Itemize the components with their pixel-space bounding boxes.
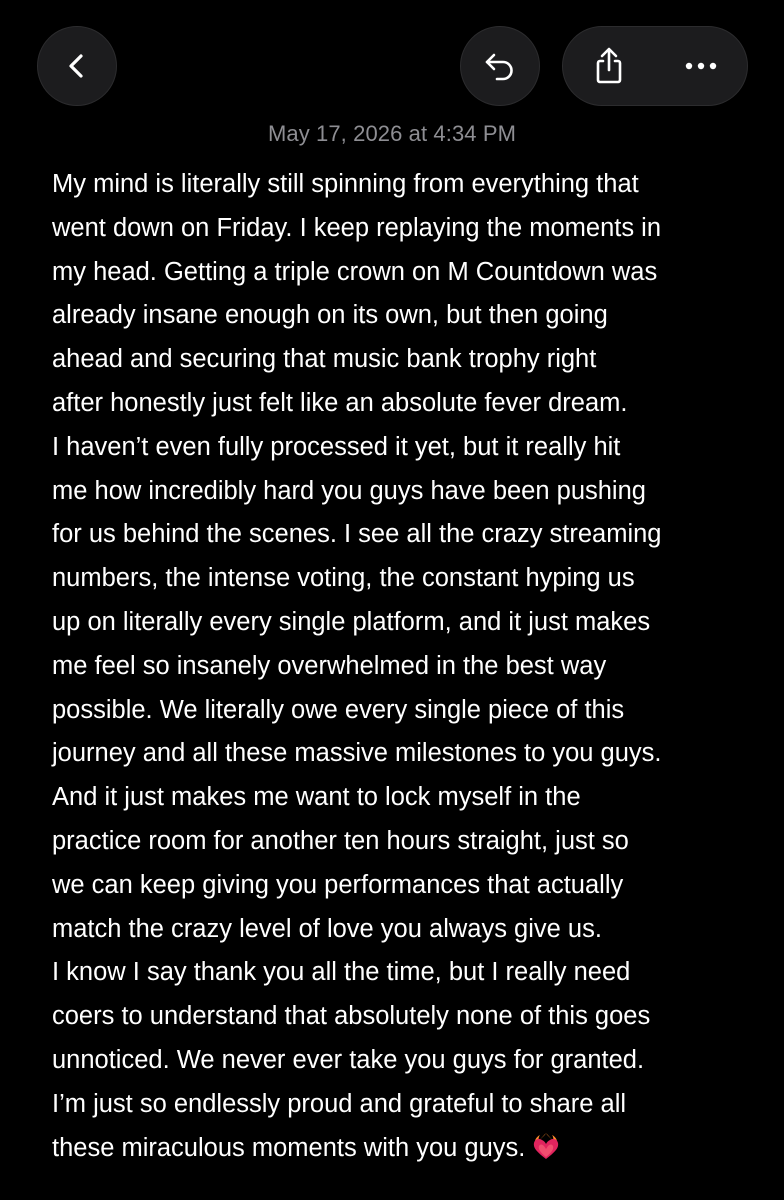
note-line-text: these miraculous moments with you guys. [52, 1133, 526, 1162]
share-icon [591, 46, 627, 86]
note-line: practice room for another ten hours straight, just so [52, 826, 629, 855]
actions-pill [562, 26, 748, 106]
note-line: numbers, the intense voting, the constant hyping us [52, 564, 635, 593]
share-button[interactable] [563, 27, 655, 105]
note-line: we can keep giving you performances that actually [52, 870, 624, 899]
note-line: for us behind the scenes. I see all the crazy streaming [52, 520, 662, 549]
ellipsis-icon [683, 60, 719, 72]
note-line: I’m just so endlessly proud and grateful to share all [52, 1089, 627, 1118]
note-line: me how incredibly hard you guys have been pushing [52, 476, 646, 505]
note-line: And it just makes me want to lock myself in the [52, 783, 581, 812]
note-timestamp: May 17, 2026 at 4:34 PM [267, 121, 517, 146]
note-line: my head. Getting a triple crown on M Countdown was [52, 257, 658, 286]
note-line: coers to understand that absolutely none of this goes [52, 1002, 651, 1031]
back-button[interactable] [37, 26, 117, 106]
undo-button[interactable] [460, 26, 540, 106]
note-line: match the crazy level of love you always give us. [52, 914, 602, 943]
note-line: journey and all these massive milestones to you guys. [52, 739, 662, 768]
note-body[interactable] [52, 163, 742, 1176]
undo-arrow-icon [482, 48, 518, 84]
note-line: went down on Friday. I keep replaying the moments in [52, 213, 662, 242]
note-line: already insane enough on its own, but then going [52, 301, 608, 330]
note-line: me feel so insanely overwhelmed in the best way [52, 651, 607, 680]
note-line: up on literally every single platform, and it just makes [52, 607, 651, 636]
heart-on-fire-icon [531, 1130, 561, 1177]
more-button[interactable] [655, 27, 747, 105]
note-line: I know I say thank you all the time, but I really need [52, 958, 631, 987]
note-line: I haven’t even fully processed it yet, but it really hit [52, 432, 621, 461]
note-line: My mind is literally still spinning from everything that [52, 170, 639, 198]
note-line: possible. We literally owe every single piece of this [52, 695, 625, 724]
top-toolbar [0, 26, 784, 106]
note-line: ahead and securing that music bank trophy right [52, 345, 597, 374]
note-line-last [52, 1127, 742, 1177]
chevron-left-icon [63, 52, 91, 80]
note-line: unnoticed. We never ever take you guys for granted. [52, 1045, 645, 1074]
note-line: after honestly just felt like an absolute fever dream. [52, 388, 628, 417]
